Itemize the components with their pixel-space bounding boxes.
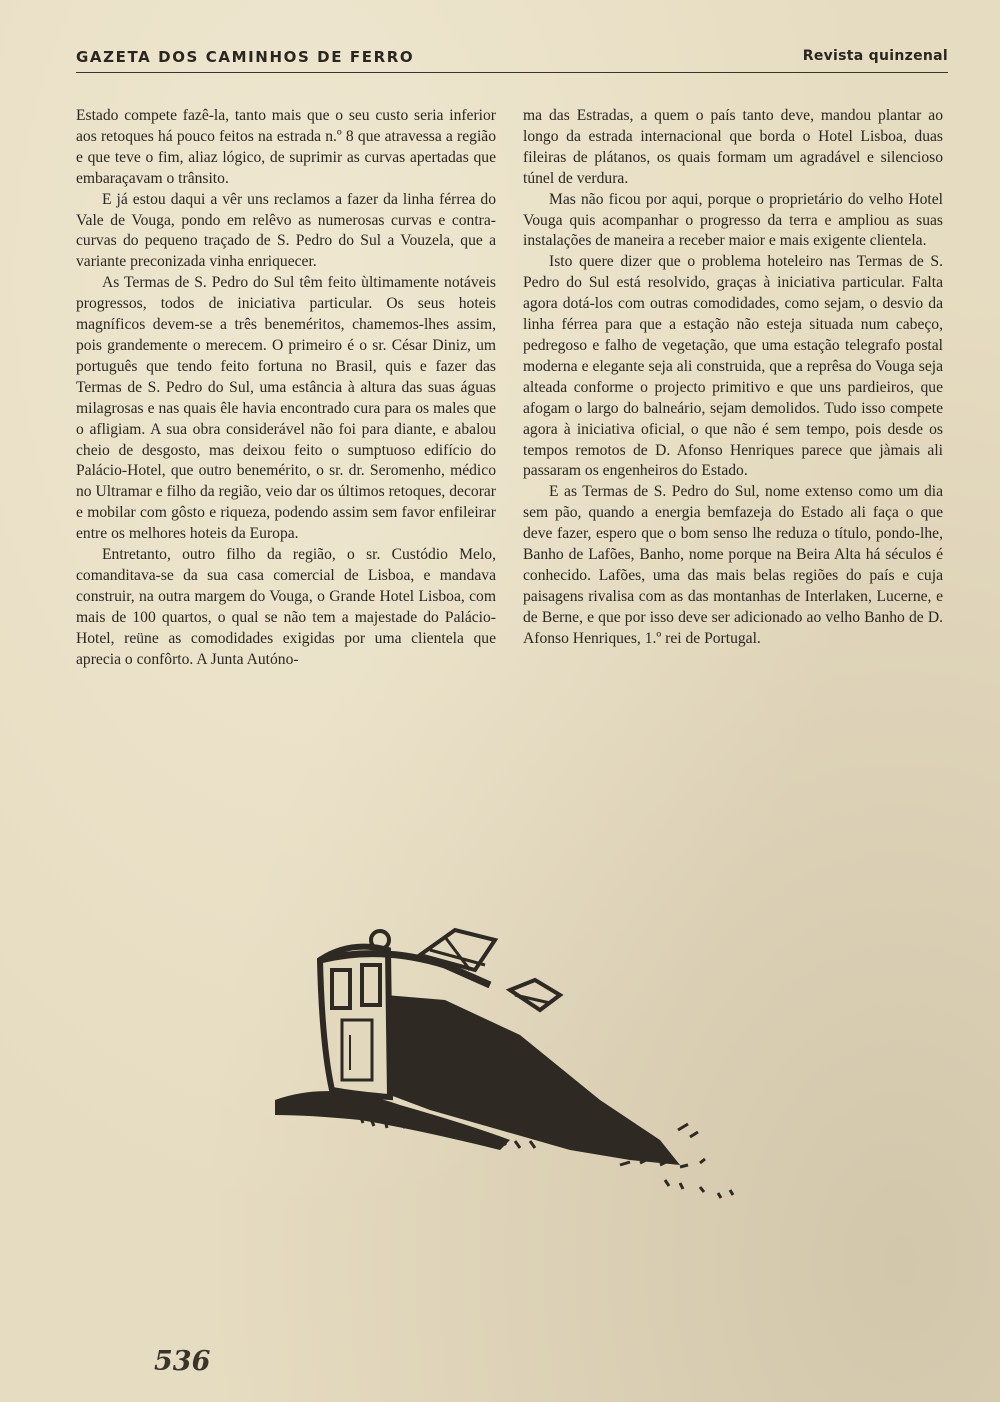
railcar-woodcut-icon <box>270 925 760 1205</box>
paragraph: Estado compete fazê-la, tanto mais que o seu custo seria inferior aos retoques há pouco feitos na estrada n.º 8 que atravessa a região e que teve o fim, aliaz lógico, de suprimir as curvas apertadas que embaraçavam o trânsito. <box>76 107 496 187</box>
issue-type: Revista quinzenal <box>802 48 948 64</box>
paragraph: Mas não ficou por aqui, porque o proprietário do velho Hotel Vouga quis acompanhar o progresso da terra e ampliou as suas instalações de maneira a receber maior e mais exigente clientela. <box>523 190 943 250</box>
paragraph: Entretanto, outro filho da região, o sr. Custódio Melo, comanditava-se da sua casa comercial de Lisboa, e mandava construir, na outra margem do Vouga, o Grande Hotel Lisboa, com mais de 100 quartos, o qual se não tem a majestade do Palácio-Hotel, reüne as comodidades exigidas por uma clientela que aprecia o confôrto. A Junta Autóno- <box>76 546 496 668</box>
paragraph: E as Termas de S. Pedro do Sul, nome extenso como um dia sem pão, quando a energia bemfazeja do Estado ali faça o que deve fazer, espero que o bom senso lhe reduza o título, pondo-lhe, Banho de Lafões, Banho, nome porque na Beira Alta há séculos é conhecido. Lafões, uma das mais belas regiões do país e cuja paisagens rivalisa com as das montanhas de Interlaken, Lucerne, e de Berne, e que por isso deve ser adicionado ao velho Banho de D. Afonso Henriques, 1.º rei de Portugal. <box>523 483 943 647</box>
paragraph: ma das Estradas, a quem o país tanto deve, mandou plantar ao longo da estrada internacional que borda o Hotel Lisboa, duas fileiras de plátanos, os quais formam um agradável e silencioso túnel de verdura. <box>523 107 943 187</box>
page-number: 536 <box>154 1346 211 1377</box>
article-column-right <box>523 106 943 650</box>
paragraph: E já estou daqui a vêr uns reclamos a fazer da linha férrea do Vale de Vouga, pondo em relêvo as numerosas curvas e contra-curvas do pequeno traçado de S. Pedro do Sul a Vouzela, que a variante preconizada vinha enriquecer. <box>76 190 496 271</box>
paragraph: Isto quere dizer que o problema hoteleiro nas Termas de S. Pedro do Sul está resolvido, graças à iniciativa particular. Falta agora dotá-los com outras comodidades, como sejam, o desvio da linha férrea para que a estação não esteja situada num cabeço, pedregoso e falho de vegetação, que uma estação telegrafo postal moderna e elegante seja ali construida, que a reprêsa do Vouga seja alteada conforme o projecto primitivo e que uns pardieiros, que afogam o largo do balneário, sejam demolidos. Tudo isso compete agora à iniciativa oficial, o que não é sem tempo, pois desde os tempos remotos de D. Afonso Henriques parece que jàmais ali passaram os engenheiros do Estado. <box>523 253 943 480</box>
journal-title: GAZETA DOS CAMINHOS DE FERRO <box>76 48 415 66</box>
running-header <box>76 48 948 73</box>
paragraph: As Termas de S. Pedro do Sul têm feito ùltimamente notáveis progressos, todos de iniciativa particular. Os seus hoteis magníficos devem-se a três beneméritos, chamemos-lhes assim, pois grandemente o merecem. O primeiro é o sr. César Diniz, um português que tendo feito fortuna no Brasil, quis e fazer das Termas de S. Pedro do Sul, uma estância à altura das suas águas milagrosas e nas quais êle havia encontrado cura para os males que o afligiam. A sua obra considerável não foi para diante, e abalou cheio de desgosto, mas deixou feito o sumptuoso edifício do Palácio-Hotel, que outro benemérito, o sr. dr. Seromenho, médico no Ultramar e filho da região, veio dar os últimos retoques, decorar e mobilar com gôsto e riqueza, podendo assim sem favor enfileirar entre os melhores hoteis da Europa. <box>76 274 496 543</box>
article-column-left <box>76 106 496 670</box>
